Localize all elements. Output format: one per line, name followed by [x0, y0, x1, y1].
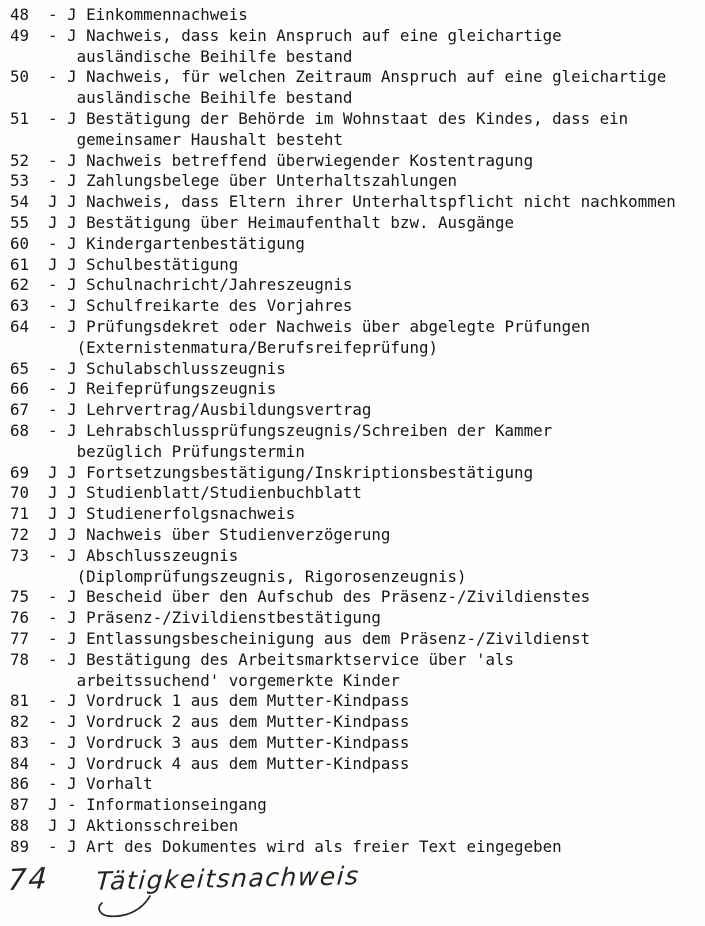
- list-line: 53 - J Zahlungsbelege über Unterhaltszahlungen: [10, 171, 457, 191]
- list-line: 75 - J Bescheid über den Aufschub des Präsenz-/Zivildienstes: [10, 587, 591, 607]
- handwritten-text: Tätigkeitsnachweis: [95, 861, 361, 896]
- list-line: 69 J J Fortsetzungsbestätigung/Inskriptionsbestätigung: [10, 462, 534, 482]
- list-item: [10, 525, 676, 546]
- list-item: [10, 109, 676, 151]
- list-line: 87 J - Informationseingang: [10, 795, 267, 815]
- list-line: 54 J J Nachweis, dass Eltern ihrer Unterhaltspflicht nicht nachkommen: [10, 192, 676, 212]
- list-item: [10, 400, 676, 421]
- list-item: [10, 213, 676, 234]
- list-line-continuation: ausländische Beihilfe bestand: [10, 46, 353, 66]
- list-line: 48 - J Einkommennachweis: [10, 5, 248, 24]
- list-item: [10, 171, 676, 192]
- list-item: [10, 296, 676, 317]
- list-item: [10, 255, 676, 276]
- list-line: 83 - J Vordruck 3 aus dem Mutter-Kindpass: [10, 732, 410, 752]
- list-line: 81 - J Vordruck 1 aus dem Mutter-Kindpass: [10, 691, 410, 711]
- list-item: [10, 26, 676, 68]
- list-line: 63 - J Schulfreikarte des Vorjahres: [10, 296, 353, 316]
- list-item: [10, 359, 676, 380]
- list-line-continuation: arbeitssuchend' vorgemerkte Kinder: [10, 670, 400, 690]
- list-item: [10, 754, 676, 775]
- list-line: 52 - J Nachweis betreffend überwiegender Kostentragung: [10, 150, 534, 170]
- handwritten-number: 74: [7, 860, 50, 898]
- list-line: 88 J J Aktionsschreiben: [10, 816, 239, 836]
- list-line: 86 - J Vorhalt: [10, 774, 153, 794]
- list-line-continuation: (Externistenmatura/Berufsreifeprüfung): [10, 337, 438, 357]
- list-line: 72 J J Nachweis über Studienverzögerung: [10, 524, 391, 544]
- list-item: [10, 774, 676, 795]
- list-line: 89 - J Art des Dokumentes wird als freier Text eingegeben: [10, 836, 562, 856]
- list-line: 71 J J Studienerfolgsnachweis: [10, 504, 296, 524]
- pen-flourish-stroke: [92, 894, 162, 922]
- list-item: [10, 546, 676, 588]
- list-item: [10, 587, 676, 608]
- list-line: 77 - J Entlassungsbescheinigung aus dem Präsenz-/Zivildienst: [10, 628, 591, 648]
- list-item: [10, 650, 676, 692]
- list-line-continuation: ausländische Beihilfe bestand: [10, 88, 353, 108]
- list-item: [10, 192, 676, 213]
- list-item: [10, 421, 676, 463]
- list-item: [10, 483, 676, 504]
- list-item: [10, 712, 676, 733]
- document-type-list: [10, 5, 676, 858]
- list-item: [10, 691, 676, 712]
- list-line: 62 - J Schulnachricht/Jahreszeugnis: [10, 275, 353, 295]
- list-item: [10, 317, 676, 359]
- list-item: [10, 463, 676, 484]
- list-line: 67 - J Lehrvertrag/Ausbildungsvertrag: [10, 400, 372, 420]
- list-item: [10, 816, 676, 837]
- list-line: 64 - J Prüfungsdekret oder Nachweis über abgelegte Prüfungen: [10, 316, 591, 336]
- list-item: [10, 151, 676, 172]
- list-item: [10, 5, 676, 26]
- list-line: 50 - J Nachweis, für welchen Zeitraum Anspruch auf eine gleichartige: [10, 67, 667, 87]
- list-line: 49 - J Nachweis, dass kein Anspruch auf eine gleichartige: [10, 25, 562, 45]
- list-line: 55 J J Bestätigung über Heimaufenthalt bzw. Ausgänge: [10, 212, 515, 232]
- list-item: [10, 504, 676, 525]
- list-line: 68 - J Lehrabschlussprüfungszeugnis/Schreiben der Kammer: [10, 420, 553, 440]
- list-line-continuation: (Diplomprüfungszeugnis, Rigorosenzeugnis): [10, 566, 467, 586]
- list-line: 70 J J Studienblatt/Studienbuchblatt: [10, 483, 362, 503]
- list-line: 66 - J Reifeprüfungszeugnis: [10, 379, 277, 399]
- list-line: 82 - J Vordruck 2 aus dem Mutter-Kindpass: [10, 712, 410, 732]
- list-line: 60 - J Kindergartenbestätigung: [10, 233, 305, 253]
- handwritten-annotation: [0, 856, 705, 926]
- list-item: [10, 795, 676, 816]
- list-item: [10, 234, 676, 255]
- list-line: 61 J J Schulbestätigung: [10, 254, 239, 274]
- list-line: 84 - J Vordruck 4 aus dem Mutter-Kindpass: [10, 753, 410, 773]
- list-line: 76 - J Präsenz-/Zivildienstbestätigung: [10, 608, 381, 628]
- list-line: 73 - J Abschlusszeugnis: [10, 545, 239, 565]
- list-line-continuation: bezüglich Prüfungstermin: [10, 441, 305, 461]
- list-line-continuation: gemeinsamer Haushalt besteht: [10, 129, 343, 149]
- list-item: [10, 733, 676, 754]
- list-item: [10, 837, 676, 858]
- list-item: [10, 629, 676, 650]
- list-item: [10, 275, 676, 296]
- list-item: [10, 67, 676, 109]
- list-line: 65 - J Schulabschlusszeugnis: [10, 358, 286, 378]
- list-line: 78 - J Bestätigung des Arbeitsmarktservice über 'als: [10, 649, 515, 669]
- list-item: [10, 379, 676, 400]
- list-line: 51 - J Bestätigung der Behörde im Wohnstaat des Kindes, dass ein: [10, 108, 629, 128]
- list-item: [10, 608, 676, 629]
